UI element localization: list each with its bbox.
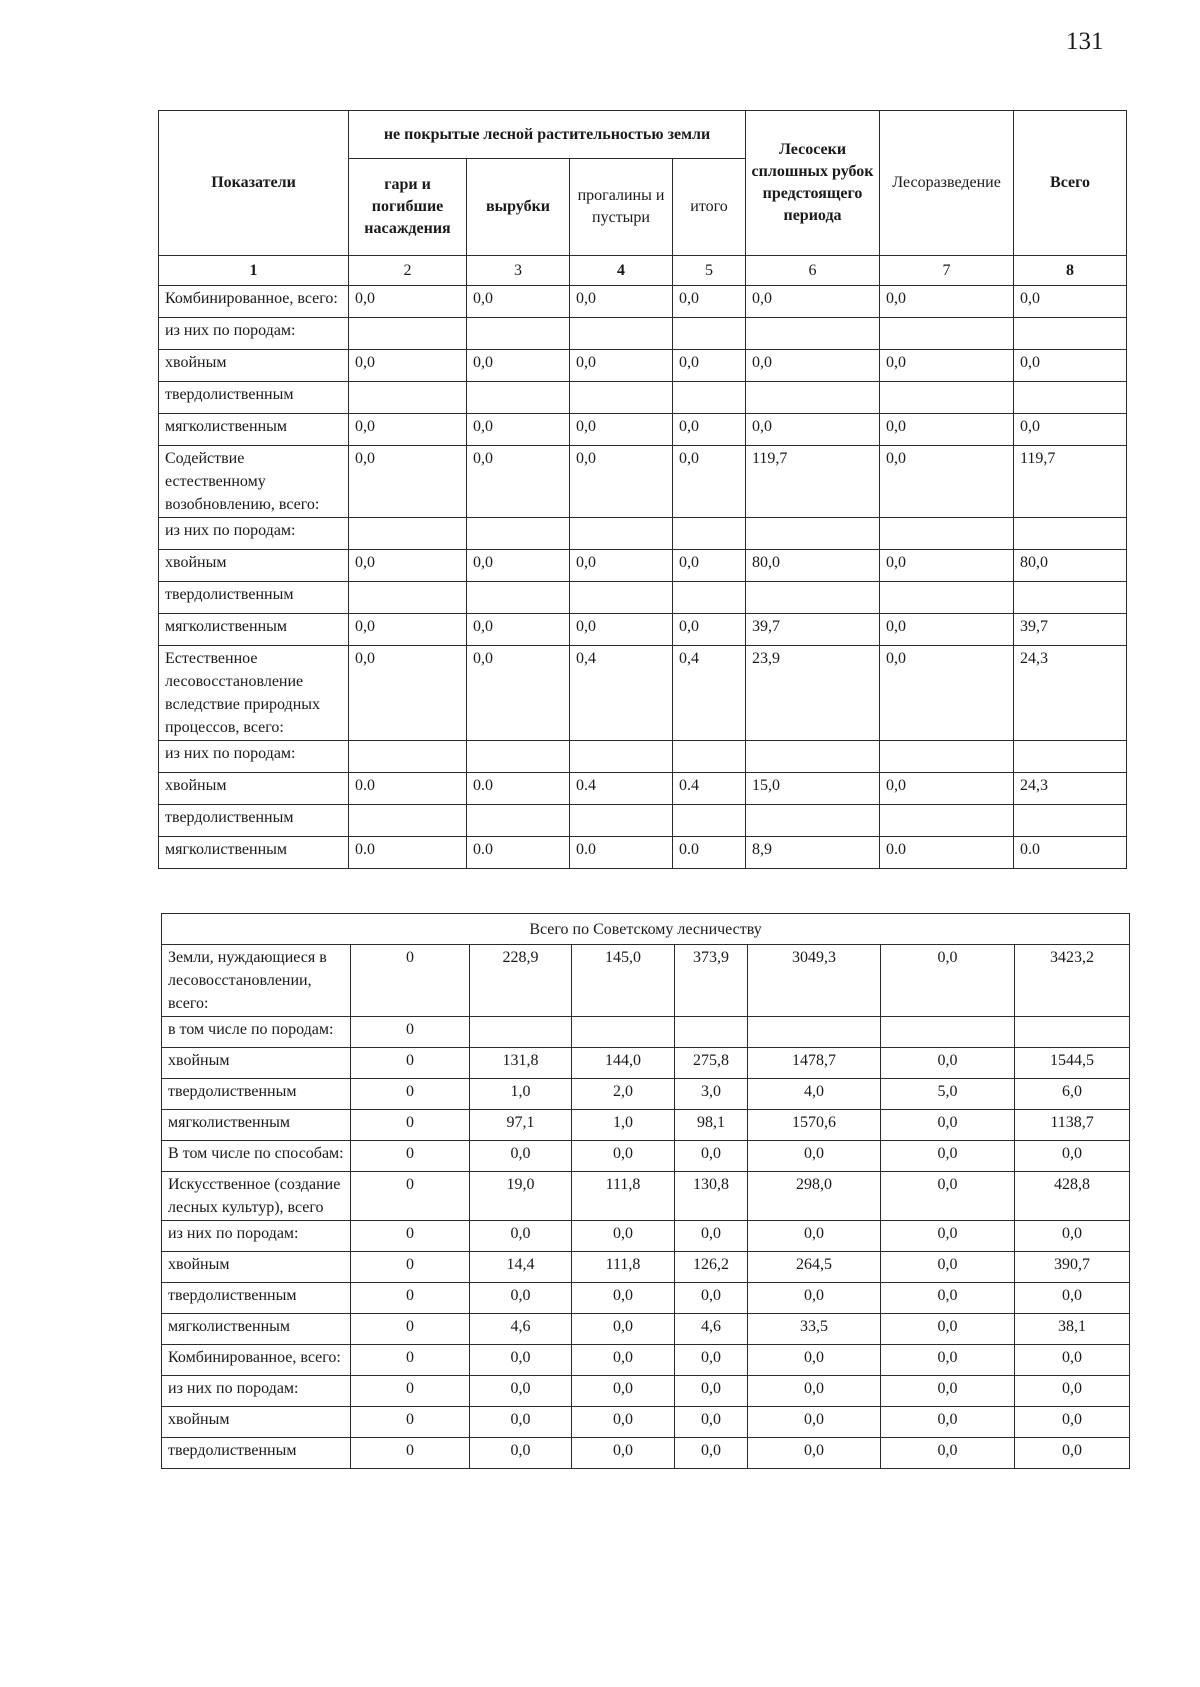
- table-cell: [570, 741, 673, 773]
- table-cell: [1014, 518, 1127, 550]
- row-label: из них по породам:: [159, 518, 349, 550]
- table-cell: 0,0: [570, 414, 673, 446]
- table-cell: 0,0: [880, 773, 1014, 805]
- row-label: хвойным: [159, 550, 349, 582]
- table-cell: 130,8: [675, 1172, 748, 1221]
- table-cell: 98,1: [675, 1110, 748, 1141]
- table-cell: 80,0: [746, 550, 880, 582]
- table-cell: 0,0: [881, 1376, 1015, 1407]
- table-cell: [349, 741, 467, 773]
- table-cell: 0,0: [570, 350, 673, 382]
- table-cell: 0,0: [572, 1283, 675, 1314]
- row-label: твердолиственным: [159, 582, 349, 614]
- table-cell: 1478,7: [748, 1048, 881, 1079]
- table-cell: [467, 518, 570, 550]
- table-cell: 0,0: [349, 646, 467, 741]
- table-cell: 0,0: [673, 550, 746, 582]
- table-cell: [349, 582, 467, 614]
- table-row: [159, 614, 1127, 646]
- table-cell: 0,0: [881, 1252, 1015, 1283]
- table-cell: 0.0: [349, 773, 467, 805]
- table-cell: 0,0: [881, 1407, 1015, 1438]
- table-cell: [746, 518, 880, 550]
- table-cell: 0,0: [349, 286, 467, 318]
- table-cell: 33,5: [748, 1314, 881, 1345]
- table-cell: [467, 318, 570, 350]
- table-cell: [746, 382, 880, 414]
- header-clearings: вырубки: [467, 159, 570, 256]
- column-number: 4: [570, 256, 673, 286]
- row-label: Искусственное (создание лесных культур), всего: [162, 1172, 351, 1221]
- table-cell: 3,0: [675, 1079, 748, 1110]
- table-cell: 0,0: [349, 446, 467, 518]
- table-cell: 0,0: [349, 350, 467, 382]
- table-cell: 4,6: [675, 1314, 748, 1345]
- table-row: [162, 1438, 1130, 1469]
- table-cell: [880, 382, 1014, 414]
- row-label: Земли, нуждающиеся в лесовосстановлении, всего:: [162, 945, 351, 1017]
- table-cell: 0.4: [570, 773, 673, 805]
- table-cell: 0,0: [572, 1438, 675, 1469]
- column-number: 6: [746, 256, 880, 286]
- table-cell: 3423,2: [1015, 945, 1130, 1017]
- page-number: 131: [1066, 28, 1104, 55]
- header-indicators: Показатели: [159, 111, 349, 256]
- table-cell: 24,3: [1014, 646, 1127, 741]
- table-cell: 0,0: [881, 1314, 1015, 1345]
- table-cell: 19,0: [470, 1172, 572, 1221]
- table-cell: [349, 382, 467, 414]
- row-label: Комбинированное, всего:: [162, 1345, 351, 1376]
- row-label: Комбинированное, всего:: [159, 286, 349, 318]
- table-cell: 0,0: [746, 414, 880, 446]
- table-cell: 15,0: [746, 773, 880, 805]
- table-cell: 23,9: [746, 646, 880, 741]
- table-cell: 0,0: [467, 286, 570, 318]
- column-number: 2: [349, 256, 467, 286]
- table-cell: 0,0: [467, 350, 570, 382]
- table-cell: 0,0: [1015, 1141, 1130, 1172]
- row-label: Содействие естественному возобновлению, всего:: [159, 446, 349, 518]
- table-cell: 0,0: [675, 1438, 748, 1469]
- table-cell: 275,8: [675, 1048, 748, 1079]
- table-cell: [746, 741, 880, 773]
- table-cell: 0,0: [467, 646, 570, 741]
- table-cell: 1138,7: [1015, 1110, 1130, 1141]
- table-cell: 0,0: [1014, 286, 1127, 318]
- table-cell: 5,0: [881, 1079, 1015, 1110]
- table-cell: [349, 518, 467, 550]
- row-label: хвойным: [162, 1407, 351, 1438]
- table-cell: 119,7: [1014, 446, 1127, 518]
- table-cell: 0,0: [673, 614, 746, 646]
- table-cell: 0.0: [467, 773, 570, 805]
- table-row: [162, 1141, 1130, 1172]
- table-cell: 0,0: [881, 1283, 1015, 1314]
- table-cell: 0,0: [673, 446, 746, 518]
- table-cell: [349, 318, 467, 350]
- column-number-row: [159, 256, 1127, 286]
- table-cell: 0.0: [673, 837, 746, 869]
- table-cell: [880, 805, 1014, 837]
- table-cell: 1570,6: [748, 1110, 881, 1141]
- table-cell: 0,0: [467, 414, 570, 446]
- table-cell: 0,0: [349, 550, 467, 582]
- table-cell: 0.0: [570, 837, 673, 869]
- table-cell: 126,2: [675, 1252, 748, 1283]
- table-cell: 145,0: [572, 945, 675, 1017]
- table-cell: [1014, 741, 1127, 773]
- table-cell: 0,0: [880, 646, 1014, 741]
- row-label: хвойным: [159, 773, 349, 805]
- header-afforestation: Лесоразведение: [880, 111, 1014, 256]
- table-row: [162, 1110, 1130, 1141]
- table-cell: 0,0: [881, 1438, 1015, 1469]
- table-cell: [673, 318, 746, 350]
- row-label: мягколиственным: [159, 614, 349, 646]
- table-row: [162, 1252, 1130, 1283]
- table-cell: [1014, 382, 1127, 414]
- table-cell: 111,8: [572, 1252, 675, 1283]
- table-cell: [673, 582, 746, 614]
- row-label: твердолиственным: [162, 1283, 351, 1314]
- table-cell: [570, 582, 673, 614]
- table-cell: 0,0: [675, 1221, 748, 1252]
- table-cell: 0,4: [673, 646, 746, 741]
- table-cell: 373,9: [675, 945, 748, 1017]
- table-cell: 0,0: [881, 1345, 1015, 1376]
- column-number: 3: [467, 256, 570, 286]
- table-cell: [572, 1017, 675, 1048]
- table-row: [162, 1079, 1130, 1110]
- header-total: Всего: [1014, 111, 1127, 256]
- table-cell: 0,0: [673, 414, 746, 446]
- row-label: твердолиственным: [162, 1438, 351, 1469]
- table-cell: 38,1: [1015, 1314, 1130, 1345]
- table-cell: 0,0: [570, 446, 673, 518]
- row-label: твердолиственным: [159, 382, 349, 414]
- table-cell: [880, 518, 1014, 550]
- table-cell: 0,0: [880, 614, 1014, 646]
- row-label: хвойным: [159, 350, 349, 382]
- table-cell: [746, 805, 880, 837]
- table-cell: 0,0: [675, 1141, 748, 1172]
- table-cell: 4,0: [748, 1079, 881, 1110]
- table-cell: 0,0: [467, 614, 570, 646]
- table-cell: 0,0: [572, 1221, 675, 1252]
- table-cell: 0: [351, 1407, 470, 1438]
- table-cell: 111,8: [572, 1172, 675, 1221]
- table-cell: [1014, 582, 1127, 614]
- table-cell: 0,0: [748, 1283, 881, 1314]
- table-row: [162, 1172, 1130, 1221]
- header-burns: гари и погибшие насаждения: [349, 159, 467, 256]
- table-row: [162, 1407, 1130, 1438]
- table-cell: 6,0: [1015, 1079, 1130, 1110]
- table-cell: 0,0: [1015, 1221, 1130, 1252]
- table-cell: 0,0: [880, 286, 1014, 318]
- table-cell: 0,0: [748, 1221, 881, 1252]
- table-cell: [1015, 1017, 1130, 1048]
- row-label: В том числе по способам:: [162, 1141, 351, 1172]
- table-cell: 0,0: [470, 1283, 572, 1314]
- table-row: [159, 837, 1127, 869]
- table-cell: 0,0: [675, 1345, 748, 1376]
- table-cell: 0,0: [572, 1314, 675, 1345]
- table-cell: 0,0: [881, 945, 1015, 1017]
- row-label: твердолиственным: [162, 1079, 351, 1110]
- table-cell: [467, 382, 570, 414]
- table-row: [159, 646, 1127, 741]
- table-cell: 0,0: [572, 1376, 675, 1407]
- column-number: 7: [880, 256, 1014, 286]
- table-cell: [673, 518, 746, 550]
- table-cell: [673, 382, 746, 414]
- table-cell: [470, 1017, 572, 1048]
- table-cell: 0,0: [1015, 1438, 1130, 1469]
- table-cell: [673, 741, 746, 773]
- table-cell: 0,0: [673, 286, 746, 318]
- table-cell: [880, 318, 1014, 350]
- table-cell: 0: [351, 1283, 470, 1314]
- table-cell: 0,0: [746, 350, 880, 382]
- table-row: [159, 518, 1127, 550]
- table-row: [159, 582, 1127, 614]
- table-cell: 0,0: [470, 1345, 572, 1376]
- table-cell: [880, 582, 1014, 614]
- table-cell: [675, 1017, 748, 1048]
- table-cell: 2,0: [572, 1079, 675, 1110]
- table-cell: 0,0: [470, 1141, 572, 1172]
- table-cell: 0.0: [349, 837, 467, 869]
- table-row: [159, 318, 1127, 350]
- table-cell: 0,0: [880, 550, 1014, 582]
- table-cell: 0,0: [470, 1221, 572, 1252]
- table-cell: 0,0: [881, 1048, 1015, 1079]
- table-cell: [570, 805, 673, 837]
- table-cell: 4,6: [470, 1314, 572, 1345]
- table-cell: 0,0: [467, 446, 570, 518]
- table-cell: 0: [351, 1079, 470, 1110]
- table-row: [159, 773, 1127, 805]
- table-cell: 8,9: [746, 837, 880, 869]
- table-cell: 0,0: [881, 1172, 1015, 1221]
- table-cell: [746, 318, 880, 350]
- table-cell: 0: [351, 1141, 470, 1172]
- table-cell: 0: [351, 1438, 470, 1469]
- table-cell: [748, 1017, 881, 1048]
- table-cell: 14,4: [470, 1252, 572, 1283]
- table-cell: 1544,5: [1015, 1048, 1130, 1079]
- table-cell: 3049,3: [748, 945, 881, 1017]
- table-cell: 264,5: [748, 1252, 881, 1283]
- table-cell: 228,9: [470, 945, 572, 1017]
- table-cell: 0,0: [1015, 1283, 1130, 1314]
- table-cell: [570, 382, 673, 414]
- table-cell: 1,0: [470, 1079, 572, 1110]
- table-cell: 0,0: [349, 414, 467, 446]
- table-row: [159, 414, 1127, 446]
- table-cell: 0,0: [1014, 414, 1127, 446]
- table-row: [162, 1221, 1130, 1252]
- table-row: [159, 741, 1127, 773]
- table-cell: [570, 518, 673, 550]
- table-row: [159, 805, 1127, 837]
- sovetsky-forestry-table: [161, 913, 1130, 1469]
- row-label: из них по породам:: [159, 741, 349, 773]
- column-number: 5: [673, 256, 746, 286]
- table-cell: 0: [351, 945, 470, 1017]
- table-cell: 0: [351, 1252, 470, 1283]
- table-cell: 0,4: [570, 646, 673, 741]
- table-row: [159, 550, 1127, 582]
- row-label: мягколиственным: [162, 1110, 351, 1141]
- table-cell: 0,0: [748, 1345, 881, 1376]
- table-cell: [467, 805, 570, 837]
- table-cell: 0: [351, 1314, 470, 1345]
- row-label: твердолиственным: [159, 805, 349, 837]
- table-cell: 0,0: [881, 1110, 1015, 1141]
- row-label: хвойным: [162, 1252, 351, 1283]
- table-cell: 0: [351, 1048, 470, 1079]
- table-cell: [467, 582, 570, 614]
- row-label: хвойным: [162, 1048, 351, 1079]
- table-row: [159, 446, 1127, 518]
- table-cell: 144,0: [572, 1048, 675, 1079]
- table-cell: 0,0: [572, 1141, 675, 1172]
- row-label: в том числе по породам:: [162, 1017, 351, 1048]
- table-row: [162, 1345, 1130, 1376]
- table-cell: 0,0: [673, 350, 746, 382]
- table-cell: 0,0: [349, 614, 467, 646]
- table-cell: 0,0: [746, 286, 880, 318]
- table-cell: 39,7: [1014, 614, 1127, 646]
- table-row: [162, 1314, 1130, 1345]
- table-cell: 131,8: [470, 1048, 572, 1079]
- table-cell: 0,0: [881, 1141, 1015, 1172]
- table-cell: 0,0: [748, 1438, 881, 1469]
- table-row: [162, 1017, 1130, 1048]
- table-cell: 0: [351, 1221, 470, 1252]
- column-number: 1: [159, 256, 349, 286]
- table-cell: [1014, 805, 1127, 837]
- table-cell: [1014, 318, 1127, 350]
- table-cell: 0,0: [881, 1221, 1015, 1252]
- table-cell: 1,0: [572, 1110, 675, 1141]
- table-cell: 0: [351, 1110, 470, 1141]
- table-cell: [349, 805, 467, 837]
- table-cell: 0,0: [748, 1141, 881, 1172]
- table-cell: [467, 741, 570, 773]
- table-cell: 0,0: [1014, 350, 1127, 382]
- table-row: [159, 286, 1127, 318]
- table-cell: 298,0: [748, 1172, 881, 1221]
- header-not-covered-lands: не покрытые лесной растительностью земли: [349, 111, 746, 159]
- table-cell: 0,0: [572, 1345, 675, 1376]
- table-cell: 0,0: [675, 1407, 748, 1438]
- table-cell: 0.0: [880, 837, 1014, 869]
- table-row: [159, 350, 1127, 382]
- table-cell: 0: [351, 1172, 470, 1221]
- table-cell: 0,0: [467, 550, 570, 582]
- table-cell: 0: [351, 1376, 470, 1407]
- header-glades: прогалины и пустыри: [570, 159, 673, 256]
- table-cell: 119,7: [746, 446, 880, 518]
- table-cell: 0,0: [748, 1376, 881, 1407]
- table-row: [162, 1283, 1130, 1314]
- column-number: 8: [1014, 256, 1127, 286]
- table-cell: 0.0: [1014, 837, 1127, 869]
- table-cell: 0,0: [880, 414, 1014, 446]
- row-label: мягколиственным: [162, 1314, 351, 1345]
- table-cell: 0,0: [880, 446, 1014, 518]
- header-cutting-areas: Лесосеки сплошных рубок предстоящего периода: [746, 111, 880, 256]
- table-cell: 0,0: [570, 614, 673, 646]
- table-cell: 0,0: [880, 350, 1014, 382]
- table-cell: [673, 805, 746, 837]
- table-cell: 390,7: [1015, 1252, 1130, 1283]
- table-cell: [880, 741, 1014, 773]
- table-cell: 0,0: [748, 1407, 881, 1438]
- table-cell: 0.0: [467, 837, 570, 869]
- table-cell: 0,0: [675, 1376, 748, 1407]
- table-row: [162, 1048, 1130, 1079]
- table-cell: [570, 318, 673, 350]
- table-cell: 0: [351, 1345, 470, 1376]
- row-label: из них по породам:: [162, 1221, 351, 1252]
- table-cell: 0,0: [675, 1283, 748, 1314]
- reforestation-table: [158, 110, 1127, 869]
- table-cell: 0.4: [673, 773, 746, 805]
- row-label: мягколиственным: [159, 414, 349, 446]
- table-cell: 97,1: [470, 1110, 572, 1141]
- row-label: из них по породам:: [162, 1376, 351, 1407]
- table-cell: 428,8: [1015, 1172, 1130, 1221]
- row-label: Естественное лесовосстановление вследствие природных процессов, всего:: [159, 646, 349, 741]
- table-cell: 80,0: [1014, 550, 1127, 582]
- table-cell: 0,0: [570, 550, 673, 582]
- row-label: мягколиственным: [159, 837, 349, 869]
- header-subtotal: итого: [673, 159, 746, 256]
- table-cell: 0,0: [470, 1438, 572, 1469]
- table-cell: 0,0: [1015, 1345, 1130, 1376]
- table-cell: [881, 1017, 1015, 1048]
- table-row: [162, 1376, 1130, 1407]
- table-cell: 39,7: [746, 614, 880, 646]
- table-cell: 24,3: [1014, 773, 1127, 805]
- table-cell: 0,0: [470, 1376, 572, 1407]
- table-cell: [746, 582, 880, 614]
- table-cell: 0,0: [1015, 1376, 1130, 1407]
- table-cell: 0,0: [570, 286, 673, 318]
- table-cell: 0,0: [470, 1407, 572, 1438]
- section-title: Всего по Советскому лесничеству: [162, 914, 1130, 945]
- table-cell: 0,0: [572, 1407, 675, 1438]
- table-cell: 0: [351, 1017, 470, 1048]
- table-row: [162, 945, 1130, 1017]
- table-cell: 0,0: [1015, 1407, 1130, 1438]
- table-row: [159, 382, 1127, 414]
- row-label: из них по породам:: [159, 318, 349, 350]
